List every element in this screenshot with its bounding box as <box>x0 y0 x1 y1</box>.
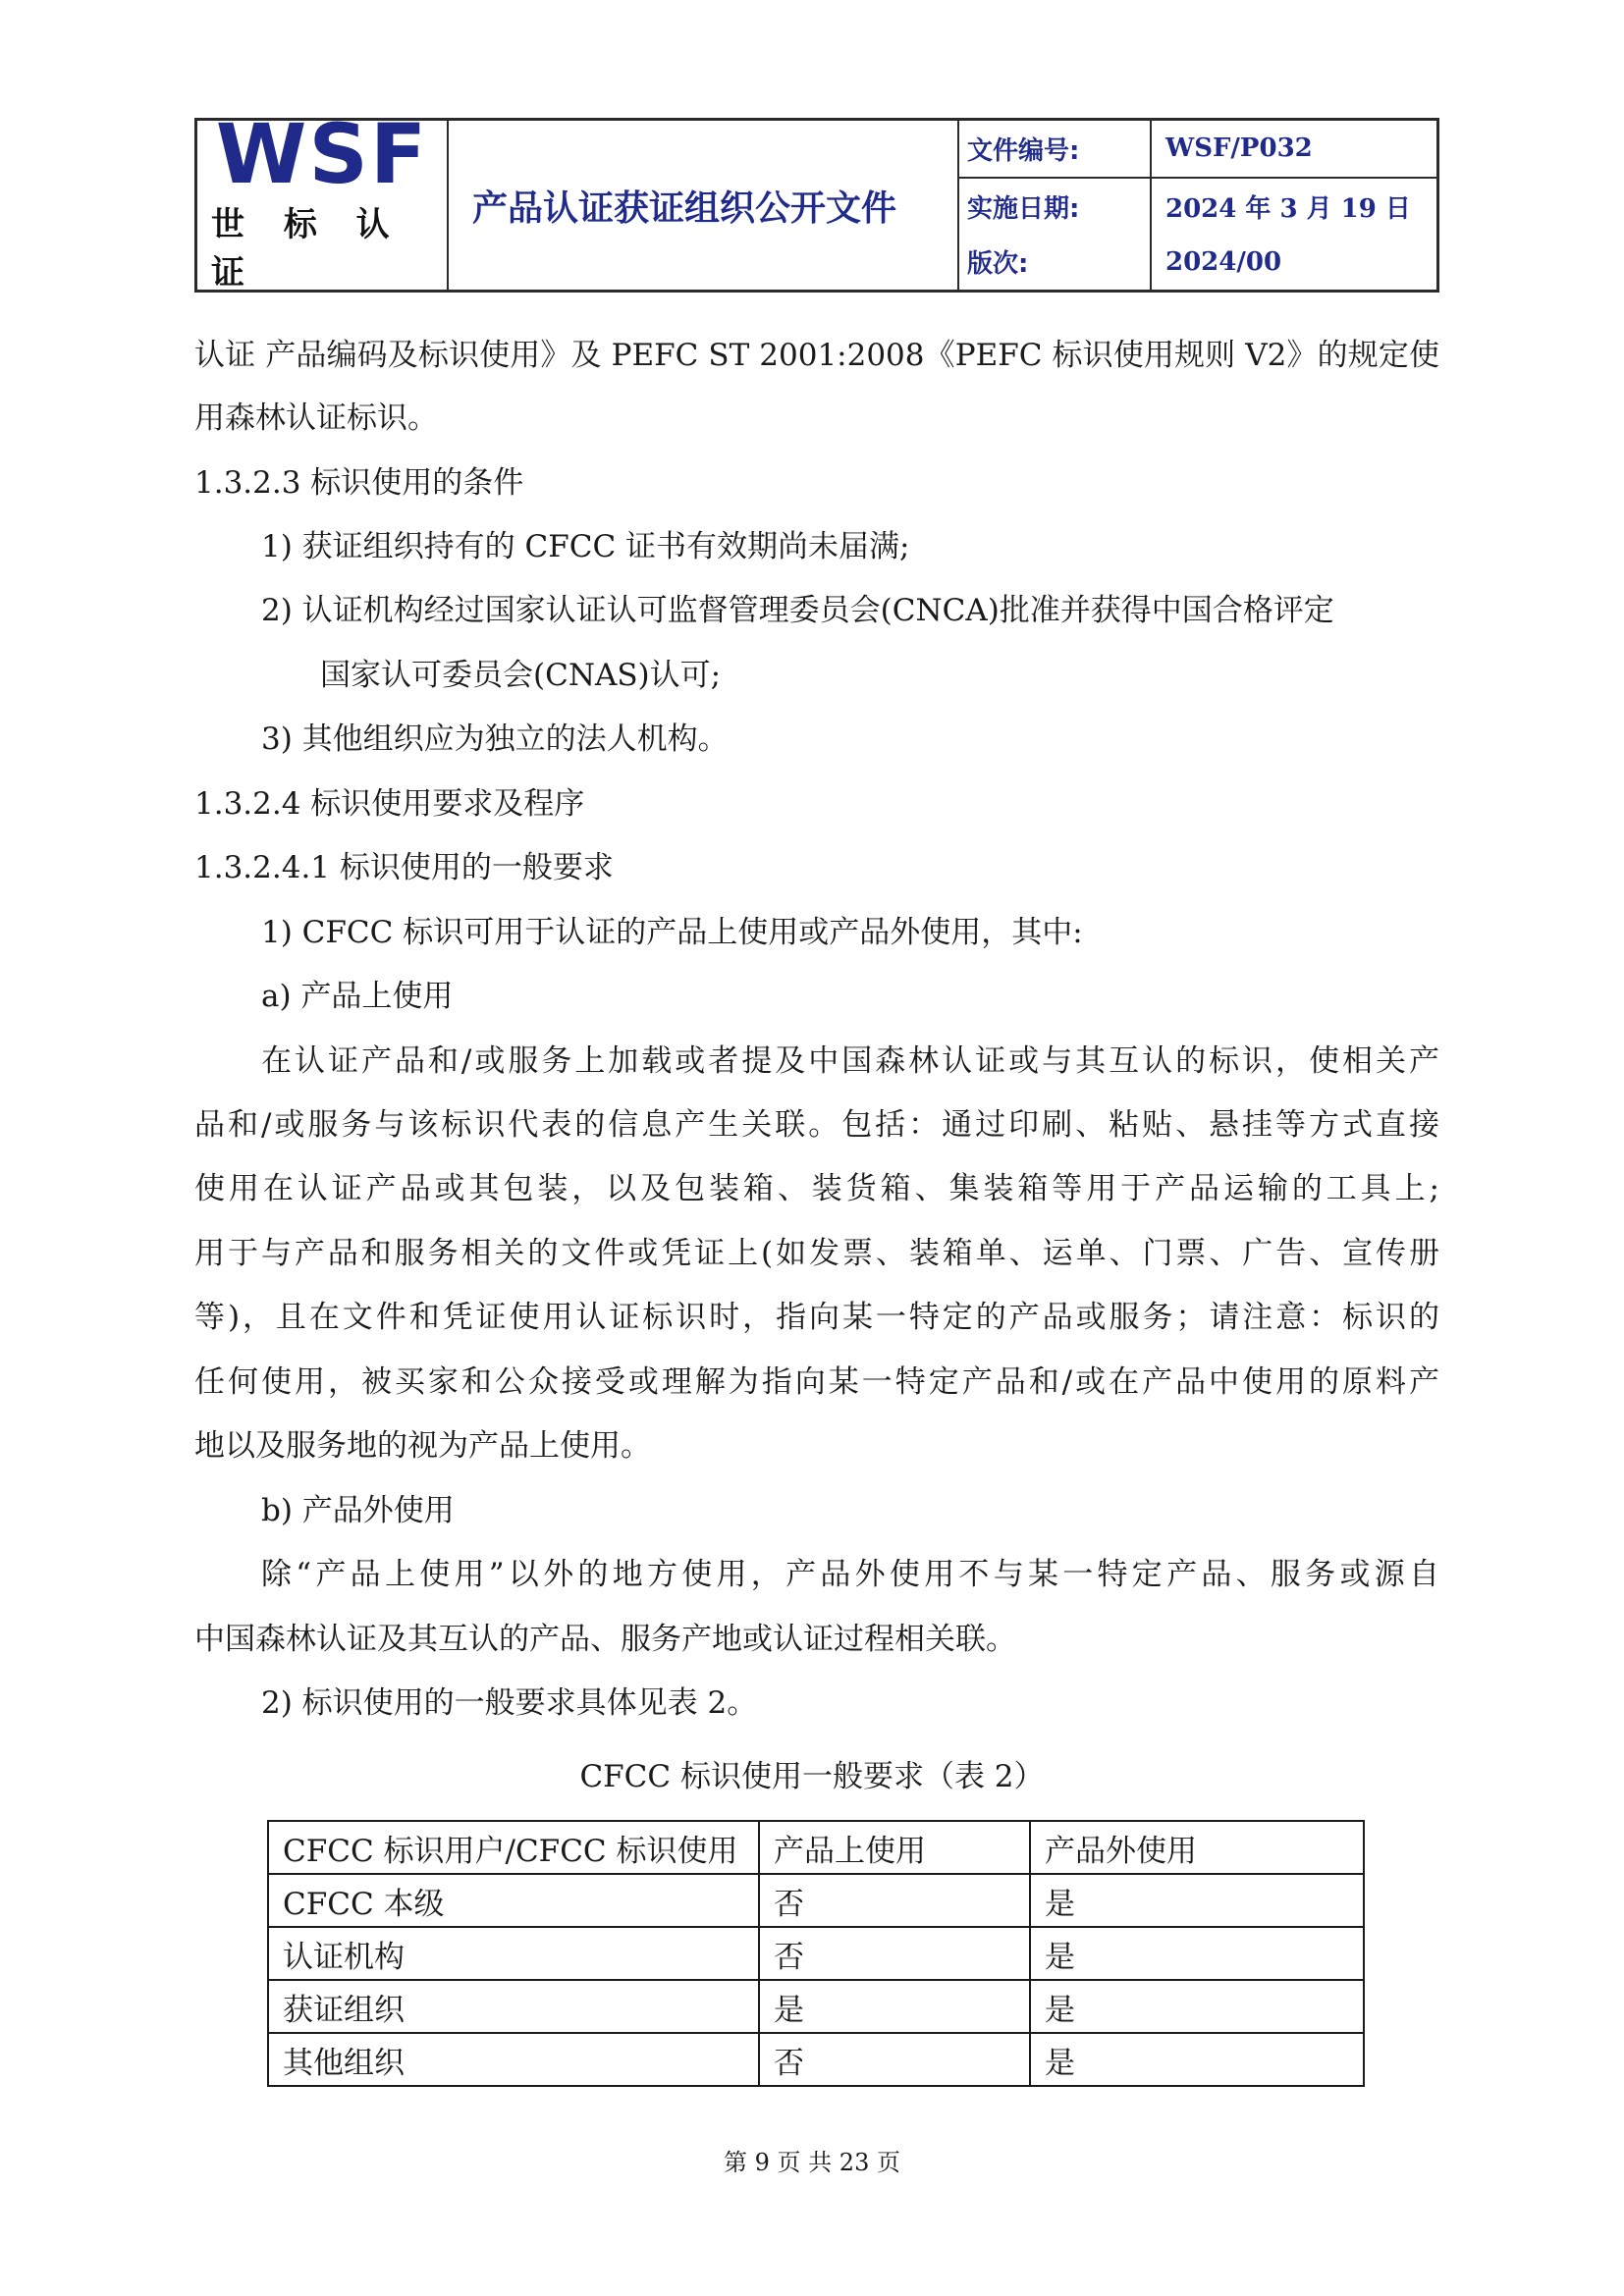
list-item: 2) 认证机构经过国家认证认可监督管理委员会(CNCA)批准并获得中国合格评定 <box>261 593 1334 628</box>
logo-mark: WSF <box>215 106 429 202</box>
list-item-continuation: 国家认可委员会(CNAS)认可; <box>320 658 722 693</box>
date-value: 2024 年 3 月 19 日 <box>1165 193 1411 224</box>
paragraph-line: 地以及服务地的视为产品上使用。 <box>194 1428 651 1464</box>
logo-subtitle: 世 标 认 证 <box>211 205 404 293</box>
section-heading: 1.3.2.3 标识使用的条件 <box>194 465 524 501</box>
table-cell: 认证机构 <box>268 1927 759 1980</box>
document-title: 产品认证获证组织公开文件 <box>449 121 959 290</box>
version-label: 版次: <box>959 234 1152 290</box>
meta-row-version <box>959 234 1436 290</box>
table-header-cell: 产品外使用 <box>1030 1821 1364 1874</box>
paragraph-line: 中国森林认证及其互认的产品、服务产地或认证过程相关联。 <box>194 1622 1016 1657</box>
table-row <box>268 2033 1364 2086</box>
list-item: a) 产品上使用 <box>261 979 454 1014</box>
paragraph-line: 品和/或服务与该标识代表的信息产生关联。包括：通过印刷、粘贴、悬挂等方式直接 <box>194 1107 1439 1143</box>
page-number: 第 9 页 共 23 页 <box>724 2149 900 2176</box>
body-line: 用森林认证标识。 <box>194 400 438 436</box>
section-heading: 1.3.2.4.1 标识使用的一般要求 <box>194 850 614 885</box>
list-item: 1) CFCC 标识可用于认证的产品上使用或产品外使用，其中: <box>261 915 1083 950</box>
document-meta <box>959 121 1436 290</box>
table-cell: 获证组织 <box>268 1980 759 2033</box>
doc-no-value: WSF/P032 <box>1165 133 1313 164</box>
table-cell: 否 <box>759 2033 1030 2086</box>
doc-no-label: 文件编号: <box>959 121 1152 177</box>
table-cell: 是 <box>1030 2033 1364 2086</box>
list-item: 2) 标识使用的一般要求具体见表 2。 <box>261 1685 758 1721</box>
paragraph-line: 等)，且在文件和凭证使用认证标识时，指向某一特定的产品或服务；请注意：标识的 <box>194 1300 1439 1335</box>
table-caption: CFCC 标识使用一般要求（表 2） <box>579 1759 1045 1794</box>
meta-row-doc-no <box>959 121 1436 177</box>
table-row <box>268 1874 1364 1927</box>
requirements-table <box>267 1820 1365 2087</box>
table-cell: 其他组织 <box>268 2033 759 2086</box>
list-item: 3) 其他组织应为独立的法人机构。 <box>261 721 729 757</box>
table-cell: 否 <box>759 1927 1030 1980</box>
section-heading: 1.3.2.4 标识使用要求及程序 <box>194 786 585 822</box>
version-value: 2024/00 <box>1165 246 1282 277</box>
table-cell: CFCC 本级 <box>268 1874 759 1927</box>
list-item: b) 产品外使用 <box>261 1493 455 1528</box>
paragraph-line: 除“产品上使用”以外的地方使用，产品外使用不与某一特定产品、服务或源自 <box>261 1557 1439 1592</box>
list-item: 1) 获证组织持有的 CFCC 证书有效期尚未届满; <box>261 529 910 564</box>
table-cell: 是 <box>1030 1980 1364 2033</box>
body-line: 认证 产品编码及标识使用》及 PEFC ST 2001:2008《PEFC 标识使用规则 V2》的规定使 <box>194 338 1439 373</box>
table-cell: 否 <box>759 1874 1030 1927</box>
table-cell: 是 <box>759 1980 1030 2033</box>
document-header <box>194 106 1439 293</box>
paragraph-line: 用于与产品和服务相关的文件或凭证上(如发票、装箱单、运单、门票、广告、宣传册 <box>194 1236 1439 1271</box>
company-logo <box>197 106 449 293</box>
paragraph-line: 在认证产品和/或服务上加载或者提及中国森林认证或与其互认的标识，使相关产 <box>261 1043 1439 1079</box>
table-header-cell: CFCC 标识用户/CFCC 标识使用 <box>268 1821 759 1874</box>
table-row <box>268 1927 1364 1980</box>
table-cell: 是 <box>1030 1874 1364 1927</box>
table-header-cell: 产品上使用 <box>759 1821 1030 1874</box>
table-row <box>268 1980 1364 2033</box>
meta-row-date <box>959 177 1436 235</box>
paragraph-line: 使用在认证产品或其包装，以及包装箱、装货箱、集装箱等用于产品运输的工具上; <box>194 1171 1439 1206</box>
paragraph-line: 任何使用，被买家和公众接受或理解为指向某一特定产品和/或在产品中使用的原料产 <box>194 1364 1439 1400</box>
table-header-row <box>268 1821 1364 1874</box>
date-label: 实施日期: <box>959 179 1152 235</box>
table-cell: 是 <box>1030 1927 1364 1980</box>
